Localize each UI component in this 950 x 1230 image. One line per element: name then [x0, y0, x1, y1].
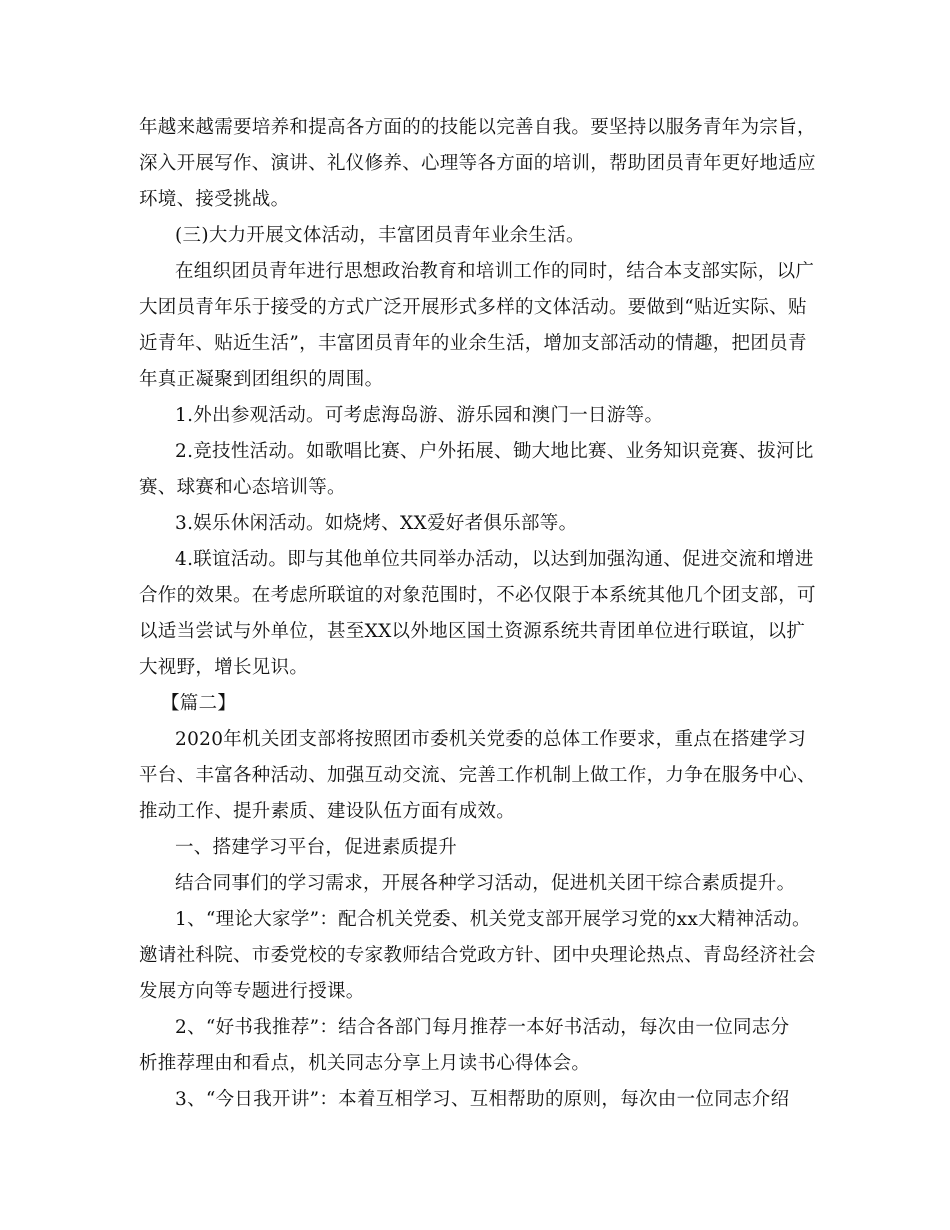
text-line: 深入开展写作、演讲、礼仪修养、心理等各方面的培训，帮助团员青年更好地适应	[139, 153, 816, 174]
text-line: 环境、接受挑战。	[139, 189, 290, 210]
section-heading: (三)大力开展文体活动，丰富团员青年业余生活。	[175, 225, 585, 246]
text-line: 大视野，增长见识。	[139, 657, 309, 678]
text-line: 析推荐理由和看点，机关同志分享上月读书心得体会。	[139, 1053, 591, 1074]
text-line: 发展方向等专题进行授课。	[139, 981, 365, 1002]
text-line: 合作的效果。在考虑所联谊的对象范围时，不必仅限于本系统其他几个团支部，可	[139, 585, 816, 606]
list-item: 2.竞技性活动。如歌唱比赛、户外拓展、锄大地比赛、业务知识竞赛、拔河比	[175, 441, 814, 462]
text-line: 在组织团员青年进行思想政治教育和培训工作的同时，结合本支部实际，以广	[175, 261, 815, 282]
text-line: 年越来越需要培养和提高各方面的的技能以完善自我。要坚持以服务青年为宗旨，	[139, 117, 816, 138]
section-heading: 一、搭建学习平台，促进素质提升	[175, 837, 458, 858]
list-item: 4.联谊活动。即与其他单位共同举办活动，以达到加强沟通、促进交流和增进	[175, 549, 814, 570]
list-item: 1、“理论大家学”：配合机关党委、机关党支部开展学习党的xx大精神活动。	[175, 909, 811, 930]
text-line: 结合同事们的学习需求，开展各种学习活动，促进机关团干综合素质提升。	[175, 873, 796, 894]
text-line: 推动工作、提升素质、建设队伍方面有成效。	[139, 801, 516, 822]
text-line: 近青年、贴近生活”，丰富团员青年的业余生活，增加支部活动的情趣，把团员青	[139, 333, 807, 354]
list-item: 2、“好书我推荐”：结合各部门每月推荐一本好书活动，每次由一位同志分	[175, 1017, 790, 1038]
document-body	[139, 110, 819, 1118]
text-line: 2020年机关团支部将按照团市委机关党委的总体工作要求，重点在搭建学习	[175, 729, 807, 750]
text-line: 邀请社科院、市委党校的专家教师结合党政方针、团中央理论热点、青岛经济社会	[139, 945, 816, 966]
list-item: 1.外出参观活动。可考虑海岛游、游乐园和澳门一日游等。	[175, 405, 664, 426]
list-item: 3.娱乐休闲活动。如烧烤、XX爱好者俱乐部等。	[175, 513, 578, 534]
list-item: 3、“今日我开讲”：本着互相学习、互相帮助的原则，每次由一位同志介绍	[175, 1089, 790, 1110]
text-line: 赛、球赛和心态培训等。	[139, 477, 346, 498]
text-line: 大团员青年乐于接受的方式广泛开展形式多样的文体活动。要做到“贴近实际、贴	[139, 297, 807, 318]
chapter-heading: 【篇二】	[161, 693, 237, 714]
text-line: 年真正凝聚到团组织的周围。	[139, 369, 384, 390]
text-line: 以适当尝试与外单位，甚至XX以外地区国土资源系统共青团单位进行联谊，以扩	[139, 621, 806, 642]
text-line: 平台、丰富各种活动、加强互动交流、完善工作机制上做工作，力争在服务中心、	[139, 765, 816, 786]
